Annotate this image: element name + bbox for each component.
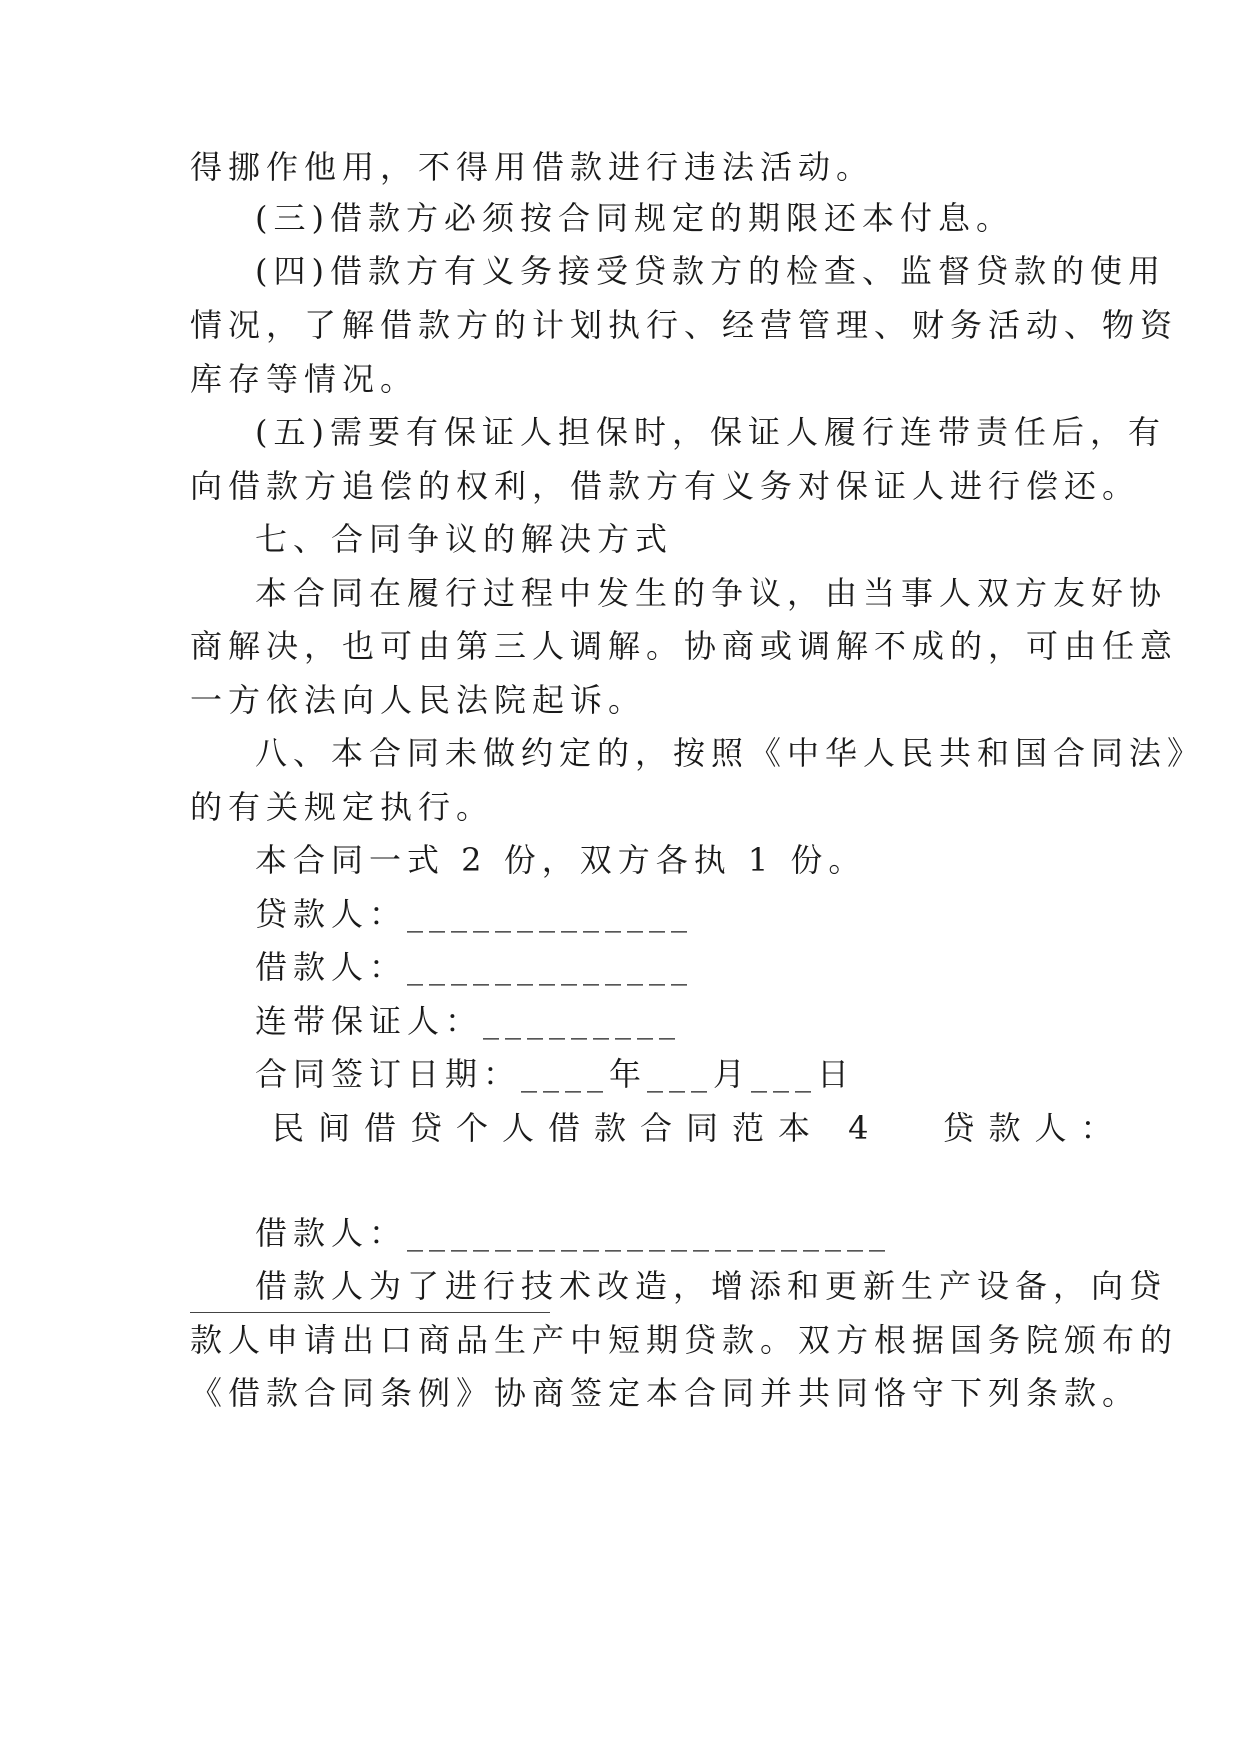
text-line: 向借款方追偿的权利，借款方有义务对保证人进行偿还。	[190, 467, 1141, 505]
text-line: 商解决，也可由第三人调解。协商或调解不成的，可由任意	[190, 627, 1179, 665]
signature-rule	[190, 1312, 550, 1313]
text-line: 八、本合同未做约定的，按照《中华人民共和国合同法》	[255, 734, 1206, 772]
text-line: 《借款合同条例》协商签定本合同并共同恪守下列条款。	[190, 1374, 1141, 1412]
text-line: 的有关规定执行。	[190, 788, 495, 826]
lender-label: 贷款人：	[942, 1109, 1127, 1147]
text-line: 款人申请出口商品生产中短期贷款。双方根据国务院颁布的	[190, 1321, 1179, 1359]
guarantor-signature-line: 连带保证人：_________	[255, 1002, 682, 1040]
sign-date-line: 合同签订日期：____年___月___日	[255, 1055, 856, 1093]
template-heading: 民间借贷个人借款合同范本 4	[272, 1109, 883, 1147]
lender-signature-line: 贷款人：_____________	[255, 895, 694, 933]
text-line: 借款人为了进行技术改造，增添和更新生产设备，向贷	[255, 1267, 1168, 1305]
borrower-signature-line: 借款人：______________________	[255, 1214, 892, 1252]
text-line: (五)需要有保证人担保时，保证人履行连带责任后，有	[255, 413, 1166, 451]
template-heading-line	[272, 1108, 1142, 1148]
text-line: (三)借款方必须按合同规定的期限还本付息。	[255, 199, 1014, 237]
text-line: 得挪作他用，不得用借款进行违法活动。	[190, 148, 875, 186]
section-heading: 七、合同争议的解决方式	[255, 520, 674, 558]
text-line: 本合同一式 2 份，双方各执 1 份。	[255, 841, 867, 879]
borrower-signature-line: 借款人：_____________	[255, 948, 694, 986]
text-line: 库存等情况。	[190, 360, 419, 398]
text-line: (四)借款方有义务接受贷款方的检查、监督贷款的使用	[255, 252, 1166, 290]
text-line: 本合同在履行过程中发生的争议，由当事人双方友好协	[255, 574, 1168, 612]
text-line: 一方依法向人民法院起诉。	[190, 681, 647, 719]
text-line: 情况，了解借款方的计划执行、经营管理、财务活动、物资	[190, 306, 1179, 344]
